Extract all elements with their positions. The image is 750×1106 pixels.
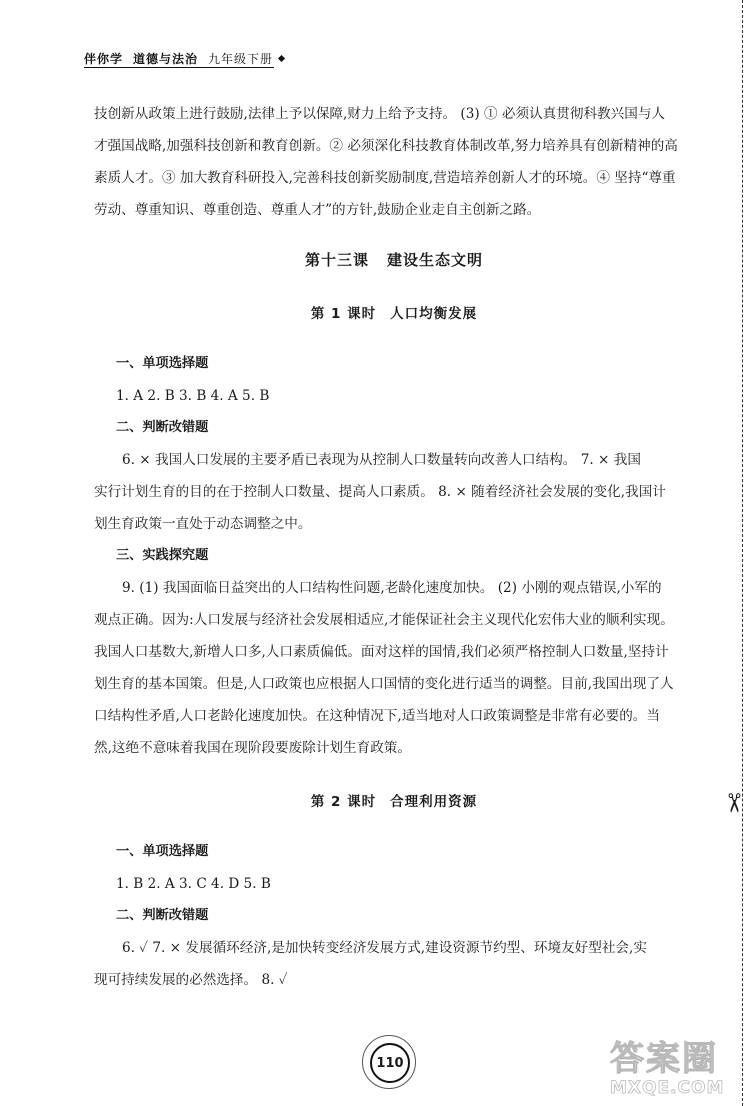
page-number: 110	[370, 1043, 410, 1083]
text-line: 划生育的基本国策。但是,人口政策也应根据人口国情的变化进行适当的调整。目前,我国出现了人	[94, 676, 674, 692]
watermark-url: MXQE.COM	[610, 1078, 725, 1098]
answer-paragraph	[94, 932, 694, 996]
lesson-number: 第十三课	[304, 251, 369, 269]
period-number: 第 1 课时	[310, 306, 377, 322]
text-line: 实行计划生育的目的在于控制人口数量、提高人口素质。 8. × 随着经济社会发展的变化,我国计	[94, 484, 666, 500]
text-line: 9. (1) 我国面临日益突出的人口结构性问题,老龄化速度加快。 (2) 小刚的观点错误,小军的	[122, 580, 662, 596]
section-heading: 二、判断改错题	[116, 908, 209, 923]
answer-paragraph	[94, 444, 694, 540]
section-heading: 三、实践探究题	[116, 548, 209, 563]
header-rule	[84, 67, 274, 68]
header-brand: 伴你学	[84, 52, 124, 66]
page-content	[94, 98, 694, 996]
text-line: 口结构性矛盾,人口老龄化速度加快。在这种情况下,适当地对人口政策调整是非常有必要的。当	[94, 708, 660, 724]
text-line: 才强国战略,加强科技创新和教育创新。② 必须深化科技教育体制改革,努力培养具有创新精神的高	[94, 138, 678, 154]
text-line: 现可持续发展的必然选择。 8. ✓	[94, 972, 288, 988]
watermark-logo	[610, 1040, 742, 1102]
header-subject: 道德与法治	[133, 52, 199, 66]
answer-line: 1. A 2. B 3. B 4. A 5. B	[116, 388, 270, 404]
scissors-icon: ✂	[717, 792, 748, 814]
text-line: 素质人才。③ 加大教育科研投入,完善科技创新奖励制度,营造培养创新人才的环境。④ 坚持“尊重	[94, 170, 676, 186]
header-grade: 九年级下册	[208, 52, 274, 66]
text-line: 技创新从政策上进行鼓励,法律上予以保障,财力上给予支持。 (3) ① 必须认真贯彻科教兴国与人	[94, 106, 666, 122]
section-heading: 二、判断改错题	[116, 420, 209, 435]
answer-line: 1. B 2. A 3. C 4. D 5. B	[116, 876, 271, 892]
lesson-name: 建设生态文明	[387, 251, 484, 269]
diamond-icon	[278, 55, 285, 62]
cut-line	[742, 0, 743, 1106]
period-name: 人口均衡发展	[390, 306, 478, 322]
text-line: 6. × 我国人口发展的主要矛盾已表现为从控制人口数量转向改善人口结构。 7. × 我国	[122, 452, 641, 468]
period-number: 第 2 课时	[310, 794, 377, 810]
text-line: 我国人口基数大,新增人口多,人口素质偏低。面对这样的国情,我们必须严格控制人口数量,坚持计	[94, 644, 669, 660]
period-title	[94, 786, 694, 818]
watermark-text: 答案圈	[610, 1039, 718, 1079]
section-heading: 一、单项选择题	[116, 356, 209, 371]
running-header	[84, 50, 284, 67]
period-name: 合理利用资源	[390, 794, 478, 810]
intro-paragraph	[94, 98, 694, 226]
lesson-title	[94, 244, 694, 276]
section-heading: 一、单项选择题	[116, 844, 209, 859]
answer-paragraph	[94, 572, 694, 764]
text-line: 划生育政策一直处于动态调整之中。	[94, 516, 312, 532]
text-line: 观点正确。因为:人口发展与经济社会发展相适应,才能保证社会主义现代化宏伟大业的顺利实现。	[94, 612, 674, 628]
period-title	[94, 298, 694, 330]
text-line: 6. ✓ 7. × 发展循环经济,是加快转变经济发展方式,建设资源节约型、环境友好型社会,实	[122, 940, 647, 956]
text-line: 然,这绝不意味着我国在现阶段要废除计划生育政策。	[94, 740, 411, 756]
text-line: 劳动、尊重知识、尊重创造、尊重人才”的方针,鼓励企业走自主创新之路。	[94, 202, 541, 218]
